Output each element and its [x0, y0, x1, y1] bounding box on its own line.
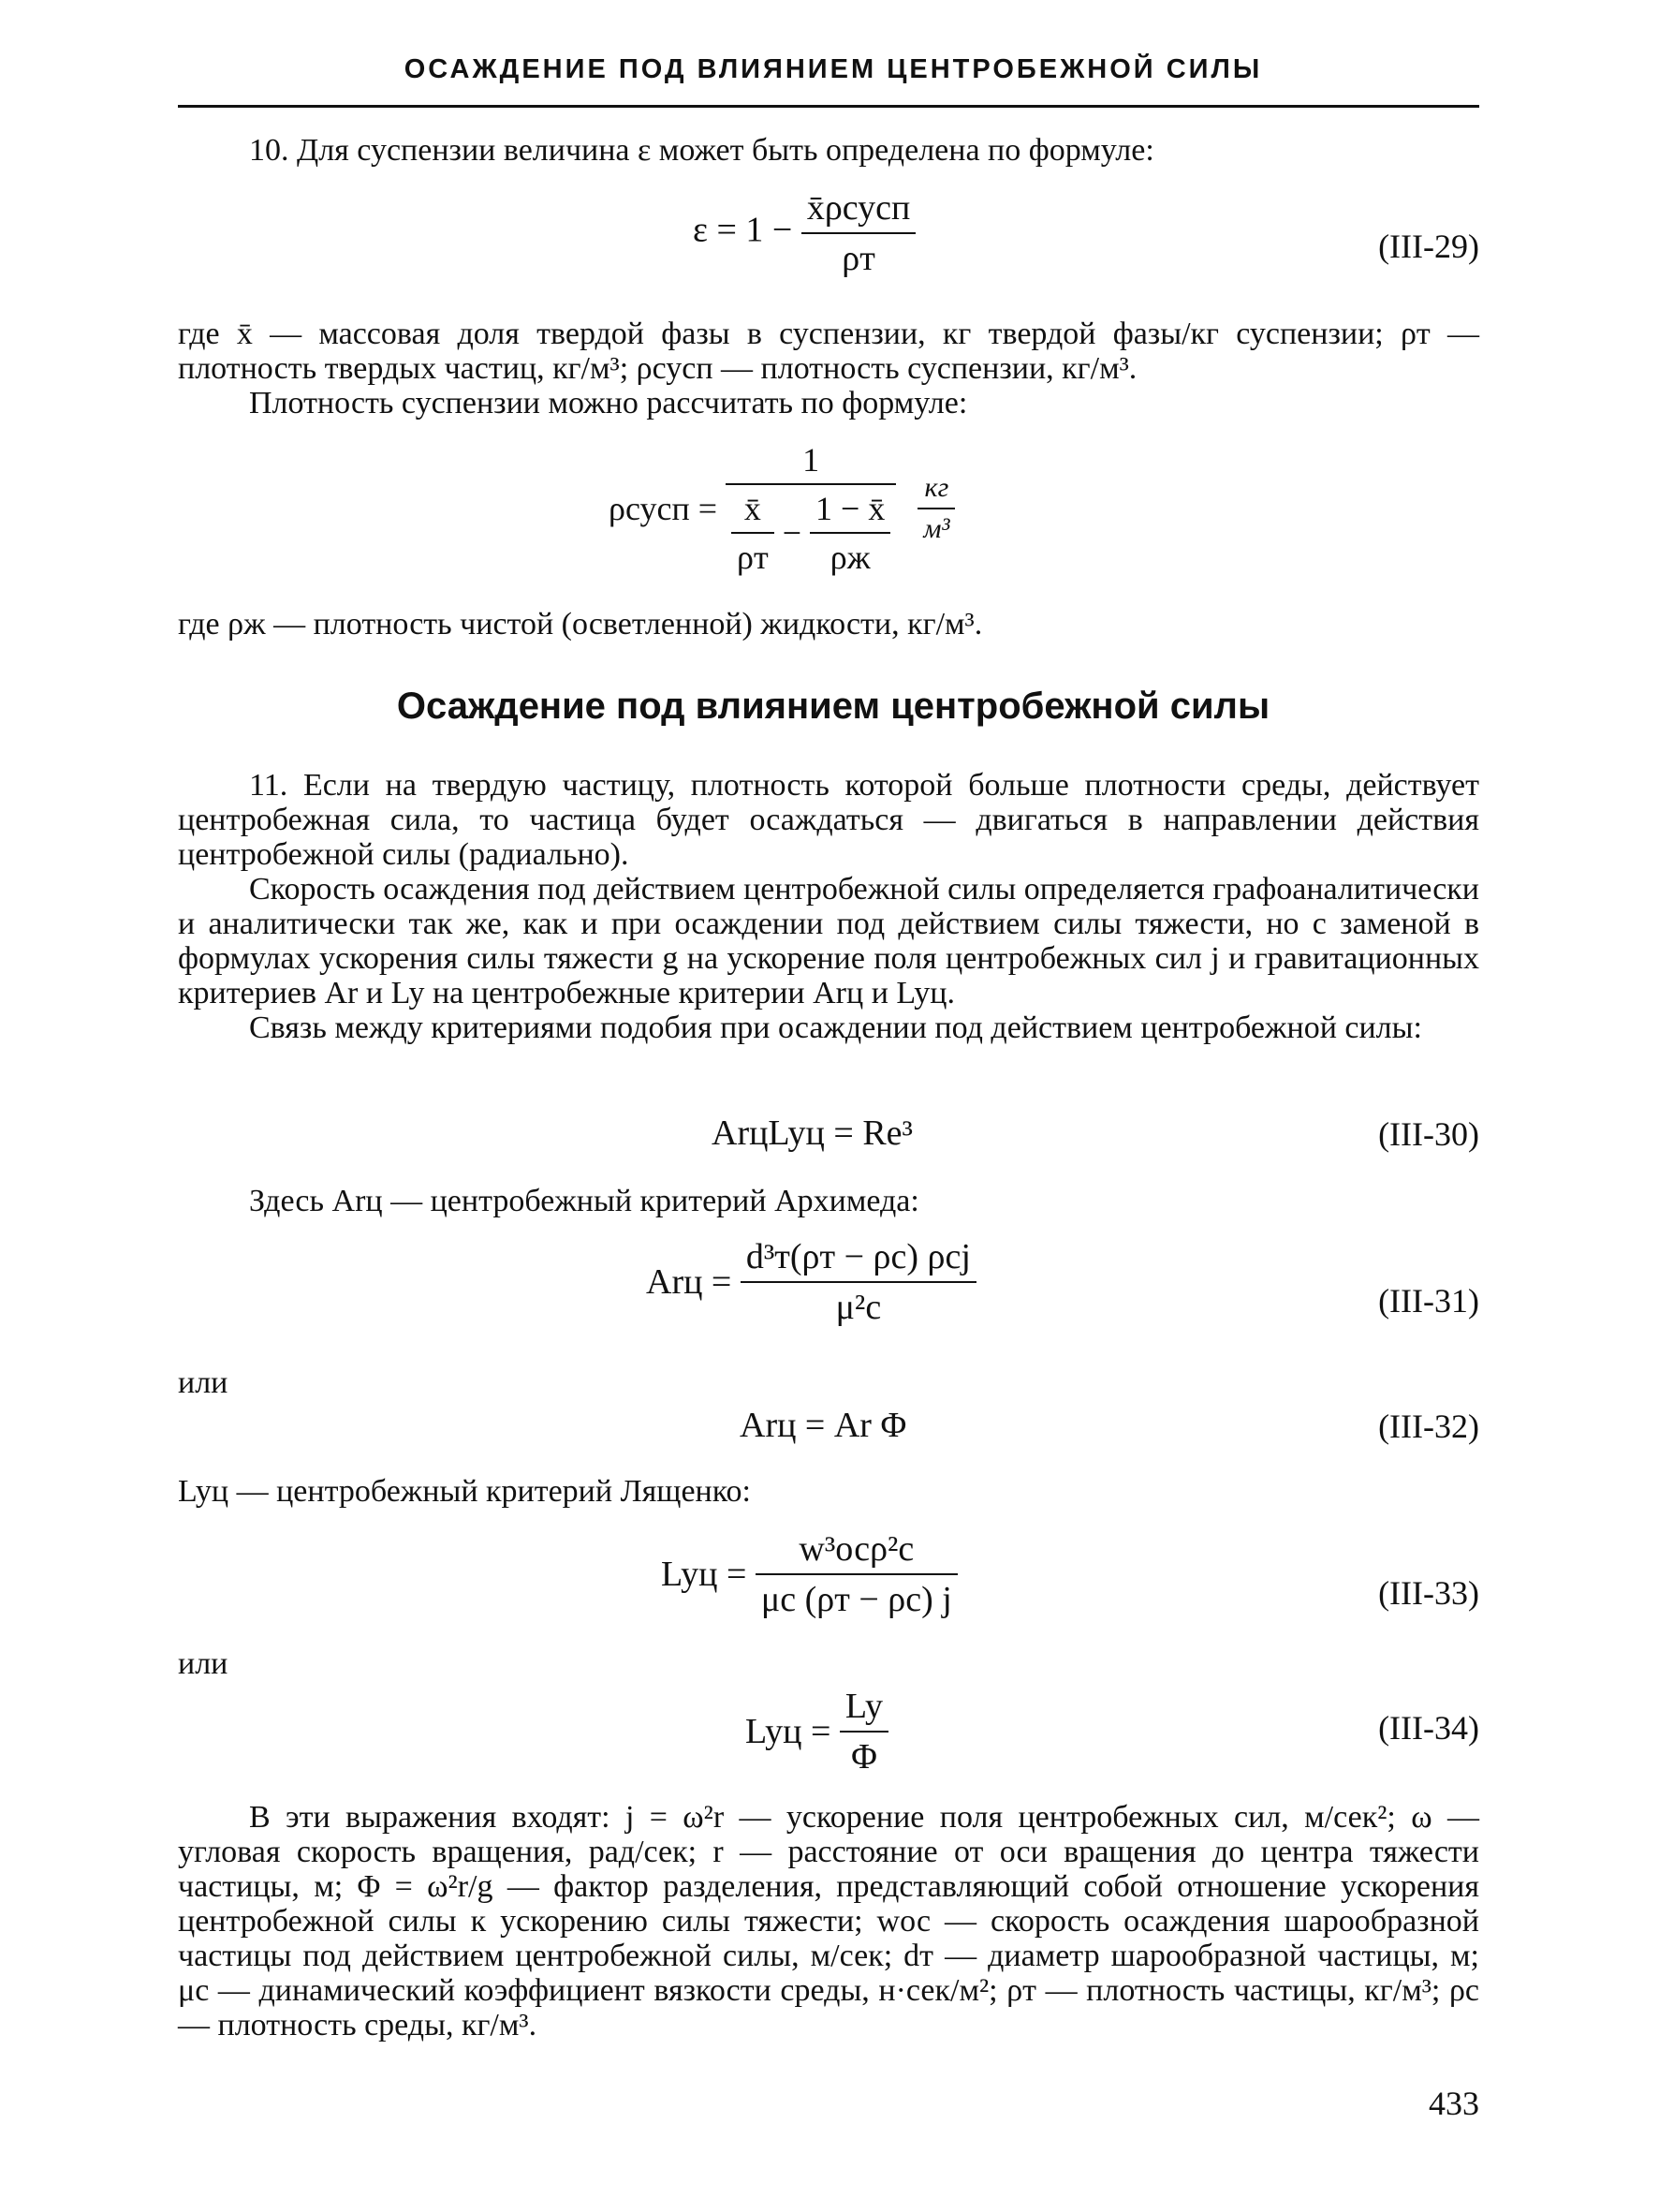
- where1-text: где x̄ — массовая доля твердой фазы в суспензии, кг твердой фазы/кг суспензии; ρт — плотность твердых частиц, кг/м³; ρсусп — плотность суспензии, кг/м³.: [178, 317, 1479, 386]
- paragraph-10-text: 10. Для суспензии величина ε может быть определена по формуле:: [249, 133, 1154, 168]
- eq31-lhs: Arц =: [646, 1262, 732, 1302]
- eq-density-numerator: 1: [802, 441, 820, 479]
- eq-density-denominator: [726, 483, 896, 577]
- here-ar-text: Здесь Arц — центробежный критерий Архимеда:: [249, 1184, 919, 1218]
- eq29-denominator: ρт: [801, 232, 917, 279]
- eq34-fraction: [840, 1686, 888, 1777]
- equation-iii-32: Arц = Ar Φ: [740, 1406, 907, 1445]
- final-paragraph: [178, 1800, 1479, 2042]
- eq-density-sub-fraction-left: [731, 489, 774, 577]
- eq-density-sub-fraction-right: [810, 489, 890, 577]
- density-intro-text: Плотность суспензии можно рассчитать по формуле:: [249, 386, 968, 420]
- running-head: ОСАЖДЕНИЕ ПОД ВЛИЯНИЕМ ЦЕНТРОБЕЖНОЙ СИЛЫ: [404, 54, 1263, 84]
- eq-density-lhs: ρсусп =: [609, 490, 718, 527]
- eq-density-unit: [918, 472, 955, 545]
- eq33-numerator: w³осρ²с: [799, 1529, 915, 1569]
- where-block-2: [178, 607, 1479, 641]
- final-paragraph-text: В эти выражения входят: j = ω²r — ускорение поля центробежных сил, м/сек²; ω — угловая скорость вращения, рад/сек; r — расстояние от оси вращения до центра тяжести частицы, м; Φ = ω²r/g — фактор разделения, представляющий собой отношение ускорения центробежной силы к ускорению силы тяжести; wос — скорость осаждения шарообразной частицы под действием центробежной силы, м/сек; dт — диаметр шарообразной частицы, м; μс — динамический коэффициент вязкости среды, н·сек/м²; ρт — плотность частицы, кг/м³; ρс — плотность среды, кг/м³.: [178, 1800, 1479, 2042]
- eq29-lhs: ε = 1 −: [693, 210, 793, 250]
- eq31-number: (III-31): [1378, 1282, 1479, 1320]
- equation-iii-29: [693, 187, 1180, 279]
- equation-iii-31: [646, 1236, 1133, 1328]
- paragraph-speed-text: Скорость осаждения под действием центробежной силы определяется графоаналитически и аналитически так же, как и при осаждении под действием силы тяжести, но с заменой в формулах ускорения силы тяжести g на ускорение поля центробежных сил j и гравитационных критериев Ar и Ly на центробежные критерии Arц и Lyц.: [178, 872, 1479, 1010]
- eq-density-right-den: ρж: [810, 532, 890, 577]
- eq-density-unit-den: м³: [918, 508, 955, 545]
- eq33-fraction: [756, 1528, 958, 1620]
- page-number: 433: [1429, 2085, 1479, 2122]
- where-block-1: [178, 317, 1479, 420]
- eq33-number: (III-33): [1378, 1574, 1479, 1612]
- eq32-number: (III-32): [1378, 1408, 1479, 1445]
- paragraph-link-text: Связь между критериями подобия при осаждении под действием центробежной силы:: [249, 1010, 1422, 1045]
- eq34-numerator: Ly: [844, 1687, 884, 1726]
- equation-iii-30: ArцLyц = Re³: [712, 1113, 913, 1153]
- eq-density-left-den: ρт: [731, 532, 774, 577]
- eq34-number: (III-34): [1378, 1709, 1479, 1747]
- eq33-lhs: Lyц =: [661, 1555, 747, 1594]
- eq31-numerator: d³т(ρт − ρс) ρсj: [745, 1237, 971, 1276]
- ly-label-line: [178, 1474, 1395, 1509]
- header-rule: [178, 105, 1479, 108]
- eq29-fraction: [801, 187, 917, 279]
- eq-density-right-num: 1 − x̄: [815, 490, 886, 527]
- or-label-1: или: [178, 1365, 228, 1400]
- equation-iii-33: [661, 1528, 1148, 1620]
- eq-density-left-num: x̄: [743, 490, 761, 527]
- eq31-fraction: [741, 1236, 976, 1328]
- eq30-number: (III-30): [1378, 1115, 1479, 1153]
- equation-iii-34: [745, 1686, 1026, 1777]
- eq-density-minus: −: [782, 514, 802, 552]
- section-title: Осаждение под влиянием центробежной силы: [396, 686, 1270, 727]
- equation-density: [609, 440, 1095, 577]
- eq-density-fraction: [726, 440, 896, 577]
- paragraph-11-text: 11. Если на твердую частицу, плотность которой больше плотности среды, действует центробежная сила, то частица будет осаждаться — двигаться в направлении действия центробежной силы (радиально).: [178, 768, 1479, 872]
- ly-label-text: Lyц — центробежный критерий Лященко:: [178, 1474, 751, 1509]
- eq31-denominator: μ²с: [741, 1281, 976, 1328]
- paragraph-11-block: [178, 768, 1479, 1045]
- eq-density-unit-num: кг: [924, 472, 949, 503]
- eq34-lhs: Lyц =: [745, 1712, 831, 1751]
- eq29-numerator: x̄ρсусп: [806, 188, 911, 228]
- eq29-number: (III-29): [1378, 228, 1479, 265]
- paragraph-10: [178, 133, 1479, 168]
- eq33-denominator: μс (ρт − ρс) j: [756, 1573, 958, 1620]
- where2-text: где ρж — плотность чистой (осветленной) жидкости, кг/м³.: [178, 607, 983, 641]
- or-label-2: или: [178, 1646, 228, 1681]
- here-ar-line: [249, 1184, 1466, 1218]
- eq34-denominator: Φ: [840, 1731, 888, 1777]
